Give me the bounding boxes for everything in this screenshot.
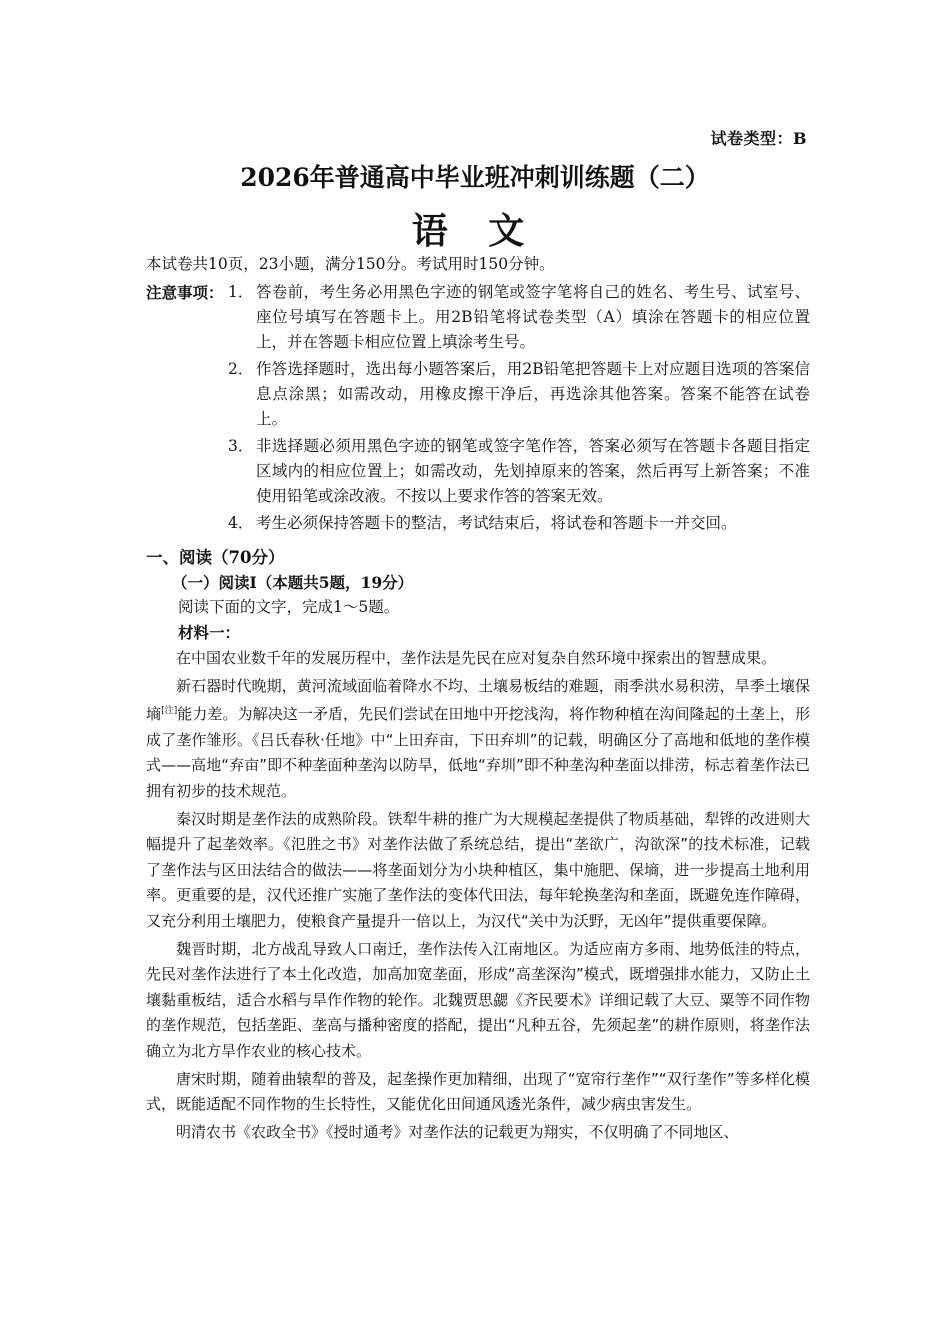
passage-paragraph-4: 魏晋时期，北方战乱导致人口南迁，垄作法传入江南地区。为适应南方多雨、地势低洼的特点，先民对垄作法进行了本土化改造，加高加宽垄面，形成“高垄深沟”模式，既增强排水能力，又防止土壤黏重板结，适合水稻与旱作作物的轮作。北魏贾思勰《齐民要术》详细记载了大豆、粟等不同作物的垄作规范，包括垄距、垄高与播种密度的搭配，提出“凡种五谷，先须起垄”的耕作原则，将垄作法确立为北方旱作农业的核心技术。 <box>146 939 810 1060</box>
reading-instruction: 阅读下面的文字，完成1～5题。 <box>178 598 400 616</box>
reading-passage <box>146 646 810 1145</box>
note-text: 非选择题必须用黑色字迹的钢笔或签字笔作答，答案必须写在答题卡各题目指定区域内的相应位置上；如需改动，先划掉原来的答案，然后再写上新答案；不准使用铅笔或涂改液。不按以上要求作答的答案无效。 <box>256 437 810 505</box>
paragraph-text: 新石器时代晚期，黄河流域面临着降水不均、土壤易板结的难题，雨季洪水易积涝，旱季土壤保墒 <box>146 676 810 724</box>
subject-title: 语 文 <box>411 210 539 252</box>
note-number: 3． <box>228 437 254 455</box>
paragraph-text: 能力差。为解决这一矛盾，先民们尝试在田地中开挖浅沟，将作物种植在沟间隆起的土垄上，形成了垄作雏形。《吕氏春秋·任地》中“上田弃亩，下田弃圳”的记载，明确区分了高地和低地的垄作模式——高地“弃亩”即不种垄面种垄沟以防旱，低地“弃圳”即不种垄沟种垄面以排涝，标志着垄作法已拥有初步的技术规范。 <box>146 705 810 800</box>
exam-info: 本试卷共10页，23小题，满分150分。考试用时150分钟。 <box>146 255 555 273</box>
notes-label: 注意事项： <box>146 283 224 302</box>
passage-paragraph-2 <box>146 674 810 805</box>
paper-type-label: 试卷类型：B <box>710 129 807 148</box>
section-title: 一、阅读（70分） <box>146 548 285 567</box>
note-number: 2． <box>228 360 254 378</box>
passage-paragraph-6: 明清农书《农政全书》《授时通考》对垄作法的记载更为翔实，不仅明确了不同地区、 <box>176 1122 739 1141</box>
material-label: 材料一： <box>178 623 241 642</box>
subsection-title: （一）阅读Ⅰ（本题共5题，19分） <box>172 573 414 592</box>
passage-paragraph-5: 唐宋时期，随着曲辕犁的普及，起垄操作更加精细，出现了“宽帘行垄作”“双行垄作”等多样化模式，既能适配不同作物的生长特性，又能优化田间通风透光条件，减少病虫害发生。 <box>146 1069 810 1114</box>
note-text: 答卷前，考生务必用黑色字迹的钢笔或签字笔将自己的姓名、考生号、试室号、座位号填写在答题卡上。用2B铅笔将试卷类型（A）填涂在答题卡的相应位置上，并在答题卡相应位置上填涂考生号。 <box>256 283 810 351</box>
note-item-3 <box>228 434 810 509</box>
exam-title: 2026年普通高中毕业班冲刺训练题（二） <box>240 163 710 192</box>
exam-body <box>146 252 810 1147</box>
passage-paragraph-3: 秦汉时期是垄作法的成熟阶段。铁犁牛耕的推广为大规模起垄提供了物质基础，犁铧的改进则大幅提升了起垄效率。《氾胜之书》对垄作法做了系统总结，提出“垄欲广，沟欲深”的技术标准，记载了垄作法与区田法结合的做法——将垄面划分为小块种植区，集中施肥、保墒，进一步提高土地利用率。更重要的是，汉代还推广实施了垄作法的变体代田法，每年轮换垄沟和垄面，既避免连作障碍，又充分利用土壤肥力，使粮食产量提升一倍以上，为汉代“关中为沃野，无凶年”提供重要保障。 <box>146 809 810 930</box>
note-number: 1． <box>228 283 254 301</box>
passage-paragraph-1: 在中国农业数千年的发展历程中，垄作法是先民在应对复杂自然环境中探索出的智慧成果。 <box>176 649 777 667</box>
notes-list <box>228 280 810 536</box>
note-number: 4． <box>228 514 254 532</box>
notes-block <box>146 280 810 536</box>
note-item-4 <box>228 511 810 536</box>
footnote-marker: [注] <box>161 706 178 717</box>
note-text: 考生必须保持答题卡的整洁，考试结束后，将试卷和答题卡一并交回。 <box>256 514 737 532</box>
note-text: 作答选择题时，选出每小题答案后，用2B铅笔把答题卡上对应题目选项的答案信息点涂黑；如需改动，用橡皮擦干净后，再选涂其他答案。答案不能答在试卷上。 <box>256 360 810 428</box>
note-item-1 <box>228 280 810 355</box>
note-item-2 <box>228 357 810 432</box>
